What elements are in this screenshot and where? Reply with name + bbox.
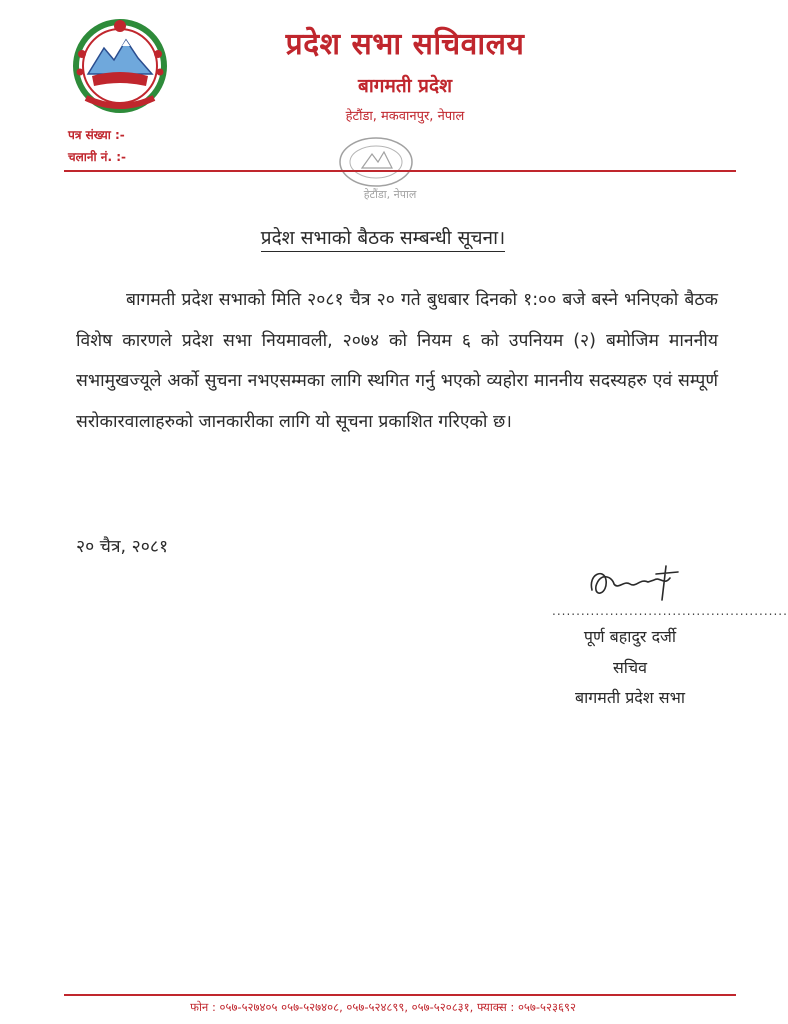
signatory-title: सचिव [612,658,648,677]
footer-contact: फोन : ०५७-५२७४०५ ०५७-५२७४०८, ०५७-५२४८९९, ०५७-५२०८३१, फ्याक्स : ०५७-५२३६९२ [190,1000,576,1014]
notice-title [0,224,766,250]
notice-title-text: प्रदेश सभाको बैठक सम्बन्धी सूचना। [261,227,505,252]
nepal-emblem-logo [64,14,176,116]
footer-divider [64,994,736,996]
office-title: प्रदेश सभा सचिवालय [285,27,525,62]
signatory-name: पूर्ण बहादुर दर्जी [583,627,677,646]
notice-body: बागमती प्रदेश सभाको मिति २०८१ चैत्र २० गते बुधबार दिनको १:०० बजे बस्ने भनिएको बैठक विशेष कारणले प्रदेश सभा नियमावली, २०७४ को नियम ६ को उपनियम (२) बमोजिम माननीय सभामुखज्यूले अर्को सुचना नभएसम्मका लागि स्थगित गर्नु भएको व्यहोरा माननीय सदस्यहरु एवं सम्पूर्ण सरोकारवालाहरुको जानकारीका लागि यो सूचना प्रकाशित गरिएको छ। [76,290,718,432]
letter-number-label: पत्र संख्या :- [68,128,125,142]
signatory-organization: बागमती प्रदेश सभा [575,688,685,707]
handwritten-signature [578,560,688,606]
seal-text: हेटौंडा, नेपाल [363,188,417,201]
notice-date: २० चैत्र, २०८१ [76,537,169,557]
office-address: हेटौंडा, मकवानपुर, नेपाल [345,109,465,124]
dispatch-number-label: चलानी नं. :- [68,150,126,164]
province-name: बागमती प्रदेश [357,75,452,97]
signature-line: ................................................. [552,604,788,618]
office-seal-stamp [328,132,438,212]
header-divider [64,170,736,172]
